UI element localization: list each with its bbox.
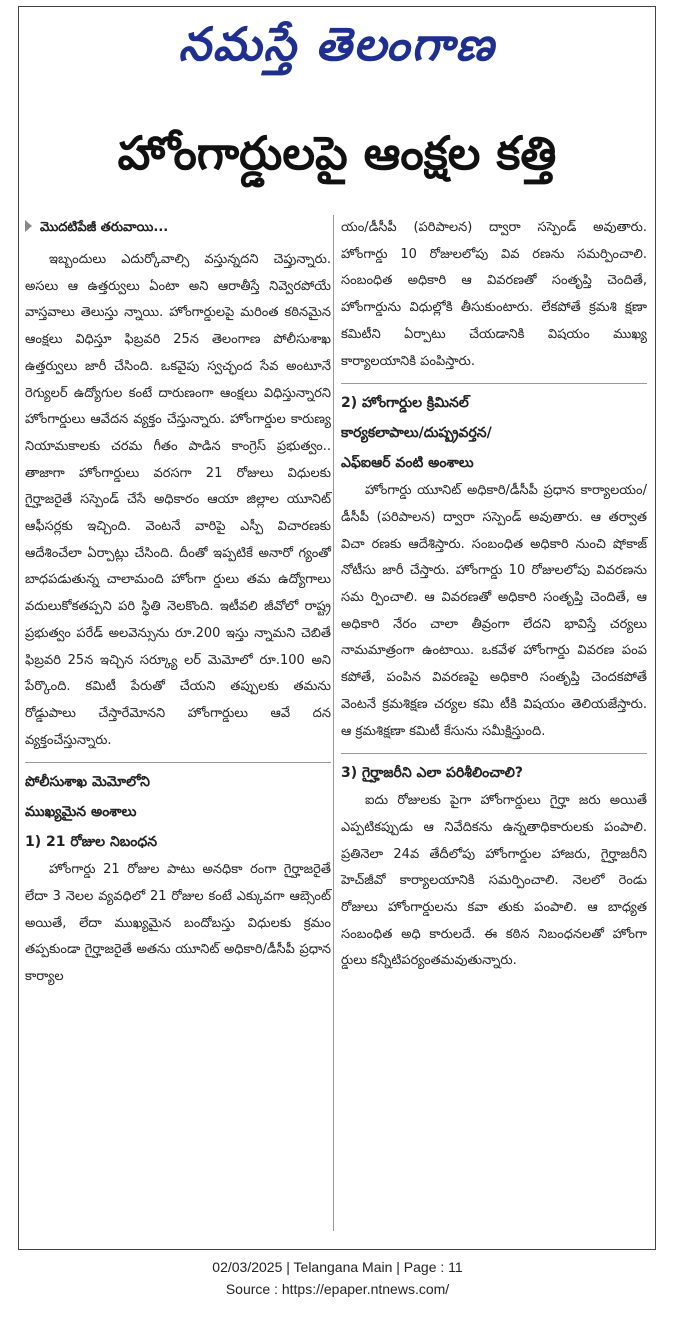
right-column (341, 215, 647, 975)
section-heading: 1) 21 రోజుల నిబంధన (25, 834, 158, 851)
chevron-right-icon (25, 220, 32, 232)
section-divider (341, 753, 647, 754)
section-heading: 3) గైర్హాజరీని ఎలా పరిశీలించాలి? (341, 765, 524, 782)
article-paragraph: హోంగార్డు 21 రోజుల పాటు అనధికా రంగా గైర్హాజరైతే లేదా 3 నెలల వ్యవధిలో 21 రోజుల కంటే ఎక్కువగా ఆబ్సెంట్ అయితే, లేదా ముఖ్యమైన బందోబస్తు విధులకు క్రమం తప్పకుండా గైర్హాజరైతే అతను యూనిట్ అధికారి/డీసీపీ ప్రధాన కార్యాల (25, 862, 331, 985)
newspaper-clipping (18, 6, 656, 1250)
section-heading: 2) హోంగార్డుల క్రిమినల్ (341, 395, 469, 412)
article-paragraph: ఇబ్బందులు ఎదుర్కోవాల్సి వస్తున్నదని చెప్తున్నారు. అసలు ఆ ఉత్తర్వులు ఏంటా అని ఆరాతీస్తే నివ్వెరపోయే వాస్తవాలు తెలుస్తు న్నాయి. హోంగార్డులపై మరింత కఠినమైన ఆంక్షలు విధిస్తూ ఫిబ్రవరి 25న తెలంగాణ పోలీసుశాఖ ఉత్తర్వులు జారీ చేసింది. ఒకవైపు స్వచ్ఛంద సేవ అంటూనే రెగ్యులర్ ఉద్యోగుల కంటే దారుణంగా ఆంక్షలు విధిస్తున్నారని హోంగార్డులు ఆవేదన వ్యక్తం చేస్తున్నారు. హోంగార్డుల కారుణ్య నియామకాలకు చరమ గీతం పాడిన కాంగ్రెస్ ప్రభుత్వం.. తాజాగా హోంగార్డులు వరసగా 21 రోజులు విధులకు గైర్హాజరైతే సస్పెండ్ చేసే అధికారం ఆయా జిల్లాల యూనిట్ ఆఫీసర్లకు ఇచ్చింది. వెంటనే వారిపై ఎస్పీ విచారణకు ఆదేశించేలా ఏర్పాట్లు చేసింది. దీంతో ఇప్పటికే అనారో గ్యంతో బాధపడుతున్న చాలామంది హోంగా ర్డులు తమ ఉద్యోగాలు వదులుకోకతప్పని పరి స్థితి నెలకొంది. ఇటీవలి జీవోలో రాష్ట్ర ప్రభుత్వం పరేడ్ అలవెన్సును రూ.200 ఇస్తు న్నామని చెబితే ఫిబ్రవరి 25న ఇచ్చిన సర్క్యూ లర్ మెమోలో రూ.100 అని పేర్కొంది. కమిటీ పేరుతో చేయని తప్పులకు తమను రోడ్డుపాలు చేస్తారేమోనని హోంగార్డులు ఆవే దన వ్యక్తంచేస్తున్నారు. (25, 252, 331, 748)
footer (0, 1256, 675, 1300)
masthead-title: నమస్తే తెలంగాణ (178, 17, 496, 71)
section-heading: పోలీసుశాఖ మెమోలోని (25, 774, 150, 791)
left-column (25, 215, 331, 991)
section-heading: ఎఫ్ఐఆర్ వంటి అంశాలు (341, 455, 474, 472)
masthead (19, 9, 655, 85)
column-divider (333, 215, 334, 1231)
article-paragraph: ఐదు రోజులకు పైగా హోంగార్డులు గైర్హా జరు అయితే ఎప్పటికప్పుడు ఆ నివేదికను ఉన్నతాధికారులకు పంపాలి. ప్రతినెలా 24వ తేదీలోపు హోంగార్డుల హాజరు, గైర్హాజరీని హెచ్‌జీవో కార్యాలయానికి సమర్పించాలి. నెలలో రెండు రోజులు హోంగార్డులను కవా తుకు పంపాలి. ఆ బాధ్యత సంబంధిత అధి కారులదే. ఈ కఠిన నిబంధనలతో హోంగా ర్డులు కన్నీటిపర్యంతమవుతున్నారు. (341, 793, 647, 969)
section-divider (341, 383, 647, 384)
footer-source-line: Source : https://epaper.ntnews.com/ (225, 1281, 450, 1297)
headline: హోంగార్డులపై ఆంక్షల కత్తి (117, 126, 557, 180)
section-divider (25, 762, 331, 763)
continued-text: మొదటిపేజీ తరువాయి... (40, 220, 169, 235)
section-heading: ముఖ్యమైన అంశాలు (25, 804, 137, 821)
article-paragraph: యం/డీసీపీ (పరిపాలన) ద్వారా సస్పెండ్ అవుతారు. హోంగార్డు 10 రోజులలోపు వివ రణను సమర్పించాలి. సంబంధిత అధికారి ఆ వివరణతో సంతృప్తి చెందితే, హోంగార్డును విధుల్లోకి తీసుకుంటారు. లేకపోతే క్రమశి క్షణా కమిటీని ఏర్పాటు చేయడానికి విషయం ముఖ్య కార్యాలయానికి పంపిస్తారు. (341, 220, 647, 369)
section-heading: కార్యకలాపాలు/దుష్ప్రవర్తన/ (341, 425, 492, 442)
footer-date-line: 02/03/2025 | Telangana Main | Page : 11 (212, 1259, 463, 1275)
continued-label (25, 215, 331, 241)
headline-block (19, 111, 655, 195)
article-paragraph: హోంగార్డు యూనిట్ అధికారి/డీసీపీ ప్రధాన కార్యాలయం/డీసీపీ (పరిపాలన) ద్వారా సస్పెండ్ అవుతారు. ఆ తర్వాత విచా రణకు ఆదేశిస్తారు. సంబంధిత అధికారి నుంచి షోకాజ్ నోటీసు జారీ చేస్తారు. హోంగార్డు 10 రోజులలోపు వివరణను సమ ర్పించాలి. ఆ వివరణతో అధికారి సంతృప్తి చెందితే, ఆ అధికారి నేరం చాలా తీవ్రంగా లేదని భావిస్తే చర్యలు నామమాత్రంగా ఉంటాయి. ఒకవేళ హోంగార్డు వివరణ పంప కపోతే, పంపిన వివరణపై అధికారి సంతృప్తి చెందకపోతే వెంటనే క్రమశిక్షణ చర్యల కమి టీకి విషయం తెలియజేస్తారు. ఆ క్రమశిక్షణా కమిటీ కేసును సమీక్షిస్తుంది. (341, 483, 647, 739)
